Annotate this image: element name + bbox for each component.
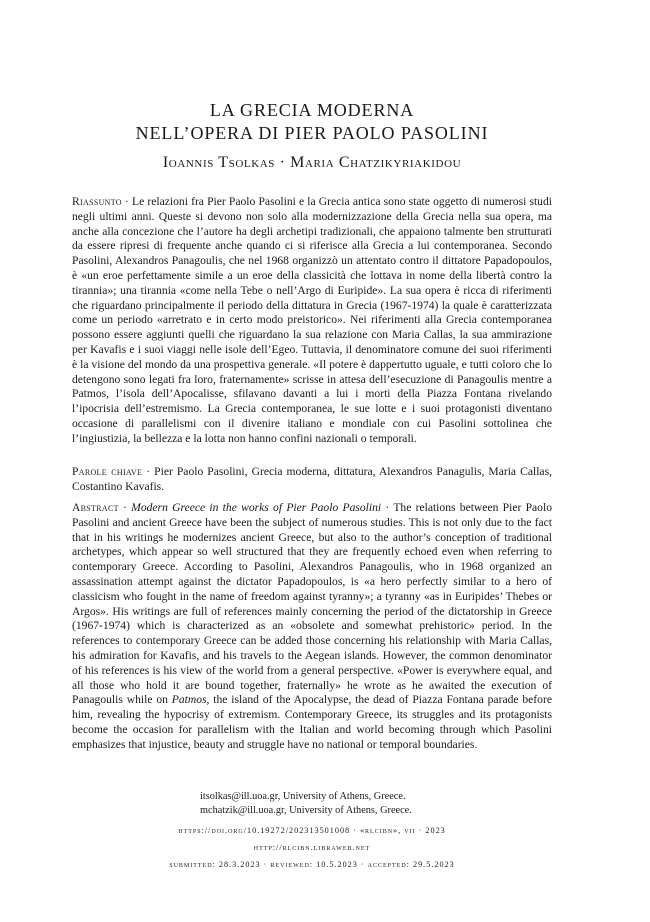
keywords-label: Parole chiave bbox=[72, 465, 143, 478]
keywords-separator: · bbox=[142, 465, 155, 478]
abstract-patmos-italic: Patmos bbox=[171, 693, 207, 707]
keywords-text: Pier Paolo Pasolini, Grecia moderna, dittatura, Alexandros Panagulis, Maria Callas, Costantino Kavafis. bbox=[72, 465, 552, 493]
submission-dates-line: submitted: 28.3.2023 · reviewed: 10.5.2023 · accepted: 29.5.2023 bbox=[169, 860, 455, 869]
riassunto-separator: · bbox=[121, 195, 133, 208]
abstract-english-title: Modern Greece in the works of Pier Paolo Pasolini bbox=[131, 501, 382, 514]
article-title-line-1: LA GRECIA MODERNA bbox=[209, 100, 415, 120]
riassunto-label: Riassunto bbox=[72, 195, 122, 208]
riassunto-text: Le relazioni fra Pier Paolo Pasolini e la Grecia antica sono state oggetto di numerosi studi negli ultimi anni. Queste si devono non solo alla modernizzazione della Grecia nella sua opera, ma anche alla concezione che l’autore ha degli archetipi tradizionali, che appaiono talmente ben strutturati da essere ripresi di frequente anche quando ci si riferisce alla Grecia a lui contemporanea. Secondo Pasolini, Alexandros Panagoulis, che nel 1968 organizzò un attentato contro il dittatore Papadopoulos, è «un eroe perfettamente simile a un eroe della classicità che lottava in nome della libertà contro la tirannia»; una tirannia «come nella Tebe o nell’Argo di Euripide». La sua opera è ricca di riferimenti che riguardano principalmente il periodo della dittatura in Grecia (1967-1974) la quale è caratterizzata come un periodo «arretrato e in certo modo preistorico». Nei riferimenti alla Grecia contemporanea possono essere aggiunti quelli che riguardano la sua relazione con Maria Callas, la sua ammirazione per Kavafis e i suoi viaggi nelle isole dell’Egeo. Tuttavia, il denominatore comune dei suoi riferimenti è la visione del mondo da una prospettiva generale. «Il potere è dappertutto uguale, e tutti coloro che lo detengono sono legati fra loro, fraternamente» scrisse in attesa dell’esecuzione di Panagoulis mentre a Patmos, l’isola dell’Apocalisse, sfilavano davanti a lui i morti della Piazza Fontana rivelando l’ipocrisia dell’estremismo. La Grecia contemporanea, le sue lotte e i suoi protagonisti diventano occasione di parallelismi con il divenire italiano e mondiale con cui Pasolini sottolinea che l’ingiustizia, la bellezza e la lotta non hanno confini nazionali o temporali. bbox=[72, 195, 552, 445]
abstract-label: Abstract bbox=[72, 501, 119, 514]
abstract-text-part-1: The relations between Pier Paolo Pasolini and ancient Greece have been the subject of numerous studies. This is not only due to the fact that in his writings he modernizes ancient Greece, but also to the author’s conception of traditional archetypes, which appear so well structured that they are frequently echoed even when referring to contemporary Greece. According to Pasolini, Alexandros Panagoulis, who in 1968 organized an assassination attempt against the dictator Papadopoulos, is «a hero perfectly similar to a hero of classicism who fought in the name of freedom against tyranny»; a tyranny «as in Euripides’ Thebes or Argos». His writings are full of references mainly concerning the period of the dictatorship in Greece (1967-1974) which is characterized as an «obsolete and somewhat prehistoric» period. In the references to contemporary Greece can be added those concerning his relationship with Maria Callas, his admiration for Kavafis, and his travels to the Aegean islands. However, the common denominator of his references is his view of the world from a general perspective. «Power is everywhere equal, and all those who hold it are bound together, fraternally» he wrote as he awaited the execution of Panagoulis while on bbox=[72, 501, 552, 707]
abstract-separator-2: · bbox=[381, 501, 394, 514]
riassunto-paragraph bbox=[72, 195, 552, 447]
article-authors: Ioannis Tsolkas · Maria Chatzikyriakidou bbox=[162, 154, 462, 171]
doi-journal-line: https://doi.org/10.19272/202313501008 · «rlcibn», vii · 2023 bbox=[178, 826, 446, 835]
abstract-text-part-2: , the island of the Apocalypse, the dead of Piazza Fontana parade before him, revealing the hypocrisy of extremism. Contemporary Greece, its struggles and its protagonists become the occasion for parallelism with the Italian and world becoming through which Pasolini emphasizes that injustice, beauty and struggle have no national or temporal boundaries. bbox=[72, 693, 552, 751]
abstract-separator: · bbox=[118, 501, 132, 514]
affiliation-tsolkas: itsolkas@ill.uoa.gr, University of Athens, Greece. bbox=[200, 791, 406, 802]
article-title-line-2: NELL’OPERA DI PIER PAOLO PASOLINI bbox=[135, 123, 489, 143]
journal-url-line: http://rlcibn.libraweb.net bbox=[253, 843, 371, 852]
abstract-paragraph bbox=[72, 501, 552, 753]
keywords-paragraph bbox=[72, 465, 552, 495]
affiliation-chatzikyriakidou: mchatzik@ill.uoa.gr, University of Athens, Greece. bbox=[200, 805, 412, 816]
